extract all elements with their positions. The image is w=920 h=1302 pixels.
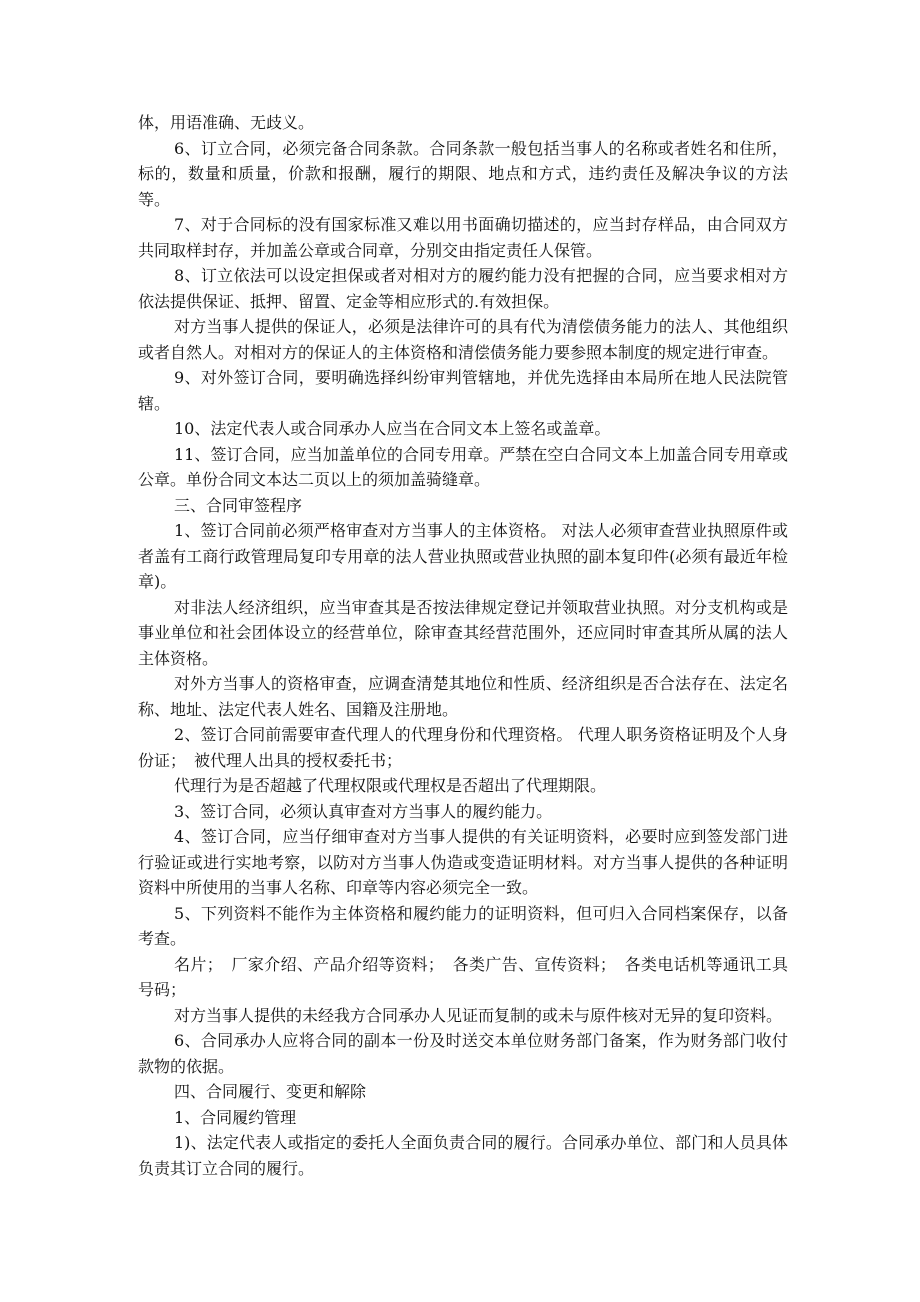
section-heading-4: 四、合同履行、变更和解除 [174, 1082, 367, 1101]
paragraph-review-3: 3、签订合同，必须认真审查对方当事人的履约能力。 [174, 801, 553, 821]
paragraph-clause-11: 11、签订合同，应当加盖单位的合同专用章。严禁在空白合同文本上加盖合同专用章或公章。单份合同文本达二页以上的须加盖骑缝章。 [138, 444, 788, 489]
paragraph-clause-9: 9、对外签订合同，要明确选择纠纷审判管辖地，并优先选择由本局所在地人民法院管辖。 [138, 368, 788, 413]
paragraph-non-legal-entity: 对非法人经济组织，应当审查其是否按法律规定登记并领取营业执照。对分支机构或是事业单位和社会团体设立的经营单位，除审查其经营范围外，还应同时审查其所从属的法人主体资格。 [138, 597, 788, 668]
paragraph-clause-10: 10、法定代表人或合同承办人应当在合同文本上签名或盖章。 [174, 419, 611, 438]
paragraph-agency-scope: 代理行为是否超越了代理权限或代理权是否超出了代理期限。 [174, 776, 607, 795]
section-heading-3: 三、合同审签程序 [174, 495, 303, 515]
paragraph-guarantor: 对方当事人提供的保证人，必须是法律许可的具有代为清偿债务能力的法人、其他组织或者自然人。对相对方的保证人的主体资格和清偿债务能力要参照本制度的规定进行审查。 [138, 317, 788, 362]
paragraph-performance-1: 1)、法定代表人或指定的委托人全面负责合同的履行。合同承办单位、部门和人员具体负责其订立合同的履行。 [138, 1133, 788, 1178]
paragraph-review-6: 6、合同承办人应将合同的副本一份及时送交本单位财务部门备案，作为财务部门收付款物的依据。 [138, 1031, 788, 1076]
subsection-heading-1: 1、合同履约管理 [174, 1107, 297, 1127]
paragraph-clause-6: 6、订立合同，必须完备合同条款。合同条款一般包括当事人的名称或者姓名和住所，标的，数量和质量，价款和报酬，履行的期限、地点和方式，违约责任及解决争议的方法等。 [138, 138, 788, 209]
paragraph-review-4: 4、签订合同，应当仔细审查对方当事人提供的有关证明资料，必要时应到签发部门进行验证或进行实地考察，以防对方当事人伪造或变造证明材料。对方当事人提供的各种证明资料中所使用的当事人名称、印章等内容必须完全一致。 [138, 827, 788, 897]
paragraph-clause-8: 8、订立依法可以设定担保或者对相对方的履约能力没有把握的合同，应当要求相对方依法提供保证、抵押、留置、定金等相应形式的.有效担保。 [138, 266, 788, 311]
paragraph-materials-list: 名片； 厂家介绍、产品介绍等资料； 各类广告、宣传资料； 各类电话机等通讯工具号码； [138, 954, 788, 999]
document-body [138, 110, 788, 1181]
paragraph-continuation: 体，用语准确、无歧义。 [138, 113, 315, 132]
paragraph-review-1: 1、签订合同前必须严格审查对方当事人的主体资格。 对法人必须审查营业执照原件或者盖有工商行政管理局复印专用章的法人营业执照或营业执照的副本复印件(必须有最近年检章)。 [138, 521, 788, 591]
paragraph-clause-7: 7、对于合同标的没有国家标准又难以用书面确切描述的，应当封存样品，由合同双方共同取样封存，并加盖公章或合同章，分别交由指定责任人保管。 [138, 215, 788, 260]
paragraph-copies: 对方当事人提供的未经我方合同承办人见证而复制的或未与原件核对无异的复印资料。 [174, 1005, 783, 1025]
paragraph-review-5: 5、下列资料不能作为主体资格和履约能力的证明资料，但可归入合同档案保存，以备考查。 [138, 903, 788, 948]
paragraph-foreign-party: 对外方当事人的资格审查，应调查清楚其地位和性质、经济组织是否合法存在、法定名称、地址、法定代表人姓名、国籍及注册地。 [138, 674, 788, 719]
paragraph-review-2: 2、签订合同前需要审查代理人的代理身份和代理资格。 代理人职务资格证明及个人身份证； 被代理人出具的授权委托书； [138, 725, 788, 770]
